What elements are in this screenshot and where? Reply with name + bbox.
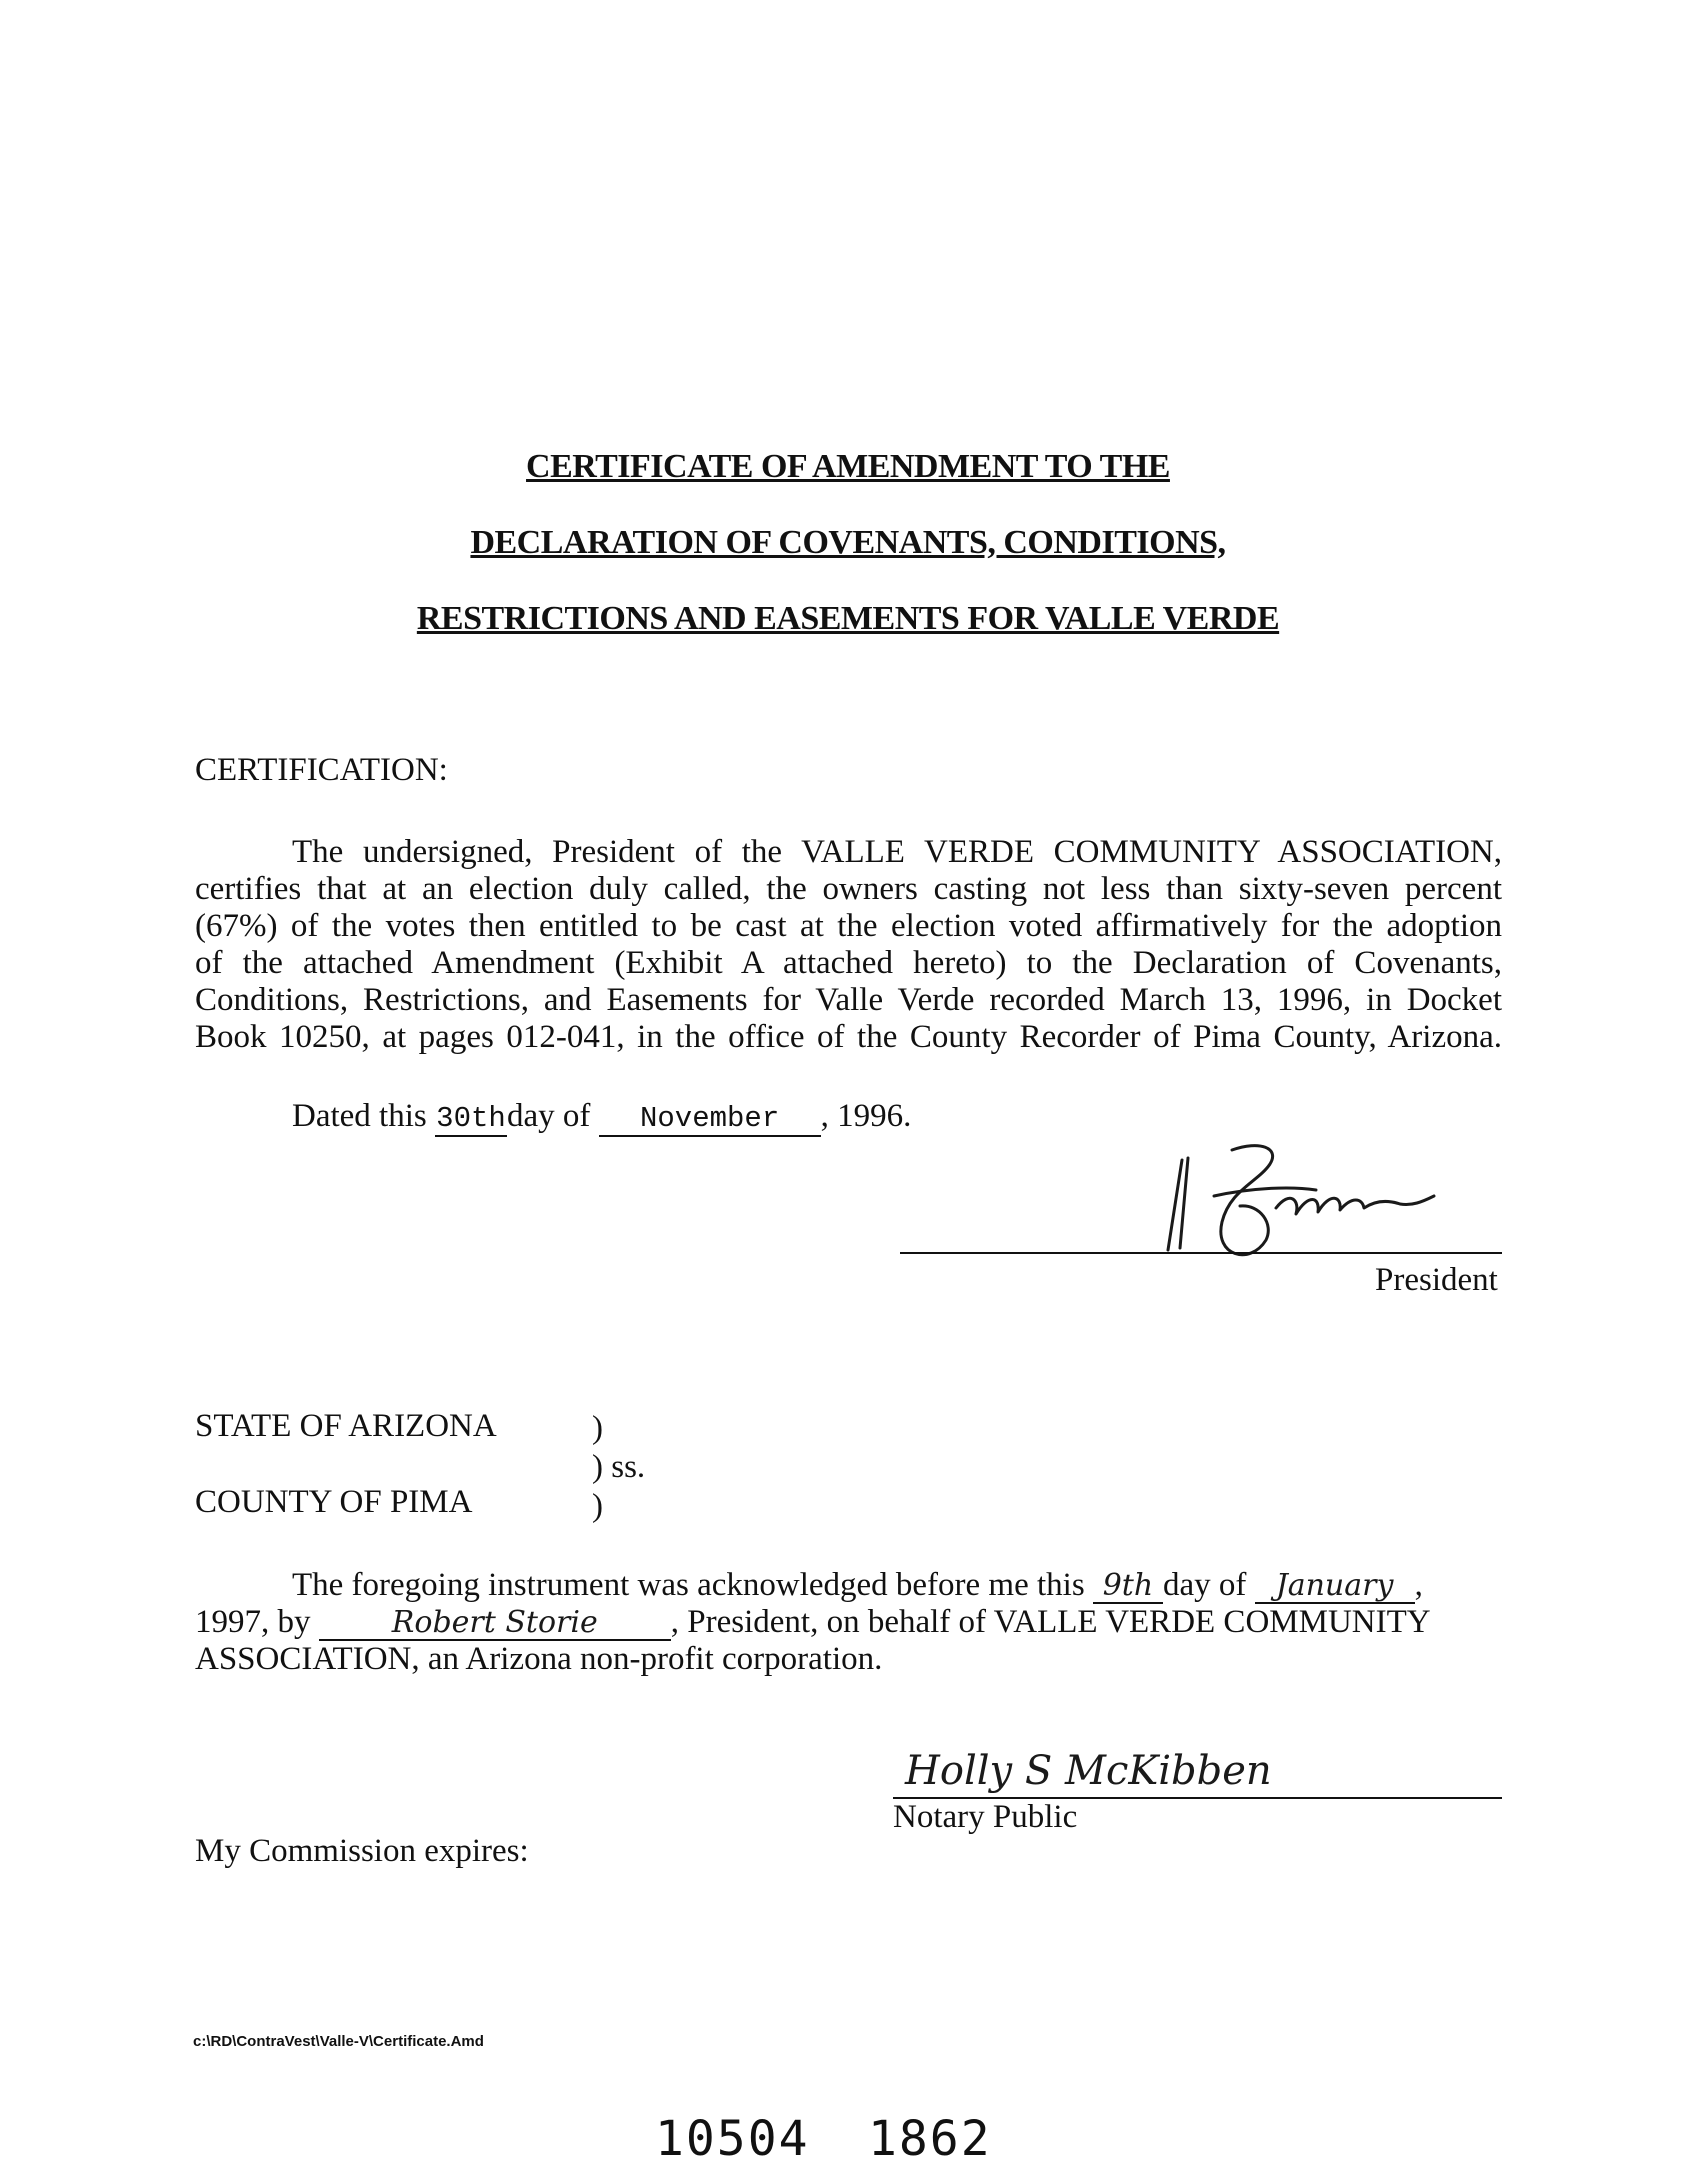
notary-signature: Holly S McKibben [905, 1748, 1272, 1794]
title-line-2: DECLARATION OF COVENANTS, CONDITIONS, [470, 524, 1226, 561]
venue-paren-1: ) [592, 1410, 603, 1446]
file-path: c:\RD\ContraVest\Valle-V\Certificate.Amd [193, 2033, 484, 2050]
county-label: COUNTY OF PIMA [195, 1484, 473, 1520]
acknowledgment-line-1 [292, 1567, 1423, 1604]
commission-expires: My Commission expires: [195, 1833, 529, 1869]
paragraph-line-3: (67%) of the votes then entitled to be cast at the election voted affirmatively for the adoption [195, 908, 1502, 944]
dated-month: November [599, 1103, 821, 1137]
paragraph-line-6: Book 10250, at pages 012-041, in the office of the County Recorder of Pima County, Arizona. [195, 1019, 1502, 1055]
title-line-3: RESTRICTIONS AND EASEMENTS FOR VALLE VERDE [416, 600, 1280, 637]
dated-line [292, 1098, 911, 1137]
dated-mid: day of [506, 1098, 591, 1134]
ack-month: January [1255, 1570, 1415, 1604]
dated-prefix: Dated this [292, 1098, 427, 1134]
ack-text-1: The foregoing instrument was acknowledged before me this [292, 1567, 1085, 1603]
docket-number: 10504 [655, 2111, 810, 2167]
president-label: President [1375, 1262, 1498, 1298]
dated-suffix: , 1996. [820, 1098, 912, 1134]
paragraph-line-1: The undersigned, President of the VALLE VERDE COMMUNITY ASSOCIATION, [292, 834, 1502, 870]
certification-heading: CERTIFICATION: [195, 752, 448, 788]
paragraph-line-4: of the attached Amendment (Exhibit A attached hereto) to the Declaration of Covenants, [195, 945, 1502, 981]
ack-name: Robert Storie [319, 1607, 671, 1641]
ack-text-2: day of [1162, 1567, 1247, 1603]
paragraph-line-5: Conditions, Restrictions, and Easements for Valle Verde recorded March 13, 1996, in Docket [195, 982, 1502, 1018]
president-signature-line [900, 1252, 1502, 1254]
dated-day: 30th [436, 1102, 506, 1135]
acknowledgment-line-2 [195, 1604, 1431, 1641]
ack-text-4: , President, on behalf of VALLE VERDE COMMUNITY [670, 1604, 1431, 1640]
ack-day: 9th [1093, 1570, 1163, 1604]
venue-paren-2: ) [592, 1488, 603, 1524]
ack-year-by: 1997, by [195, 1604, 311, 1640]
title-line-1: CERTIFICATE OF AMENDMENT TO THE [526, 448, 1170, 485]
state-label: STATE OF ARIZONA [195, 1408, 497, 1444]
page-number: 1862 [868, 2111, 992, 2167]
venue-ss: ) ss. [592, 1449, 646, 1485]
acknowledgment-line-3: ASSOCIATION, an Arizona non-profit corporation. [195, 1641, 883, 1677]
ack-text-3: , [1414, 1567, 1423, 1603]
paragraph-line-2: certifies that at an election duly called, the owners casting not less than sixty-seven percent [195, 871, 1502, 907]
notary-label: Notary Public [893, 1799, 1078, 1835]
